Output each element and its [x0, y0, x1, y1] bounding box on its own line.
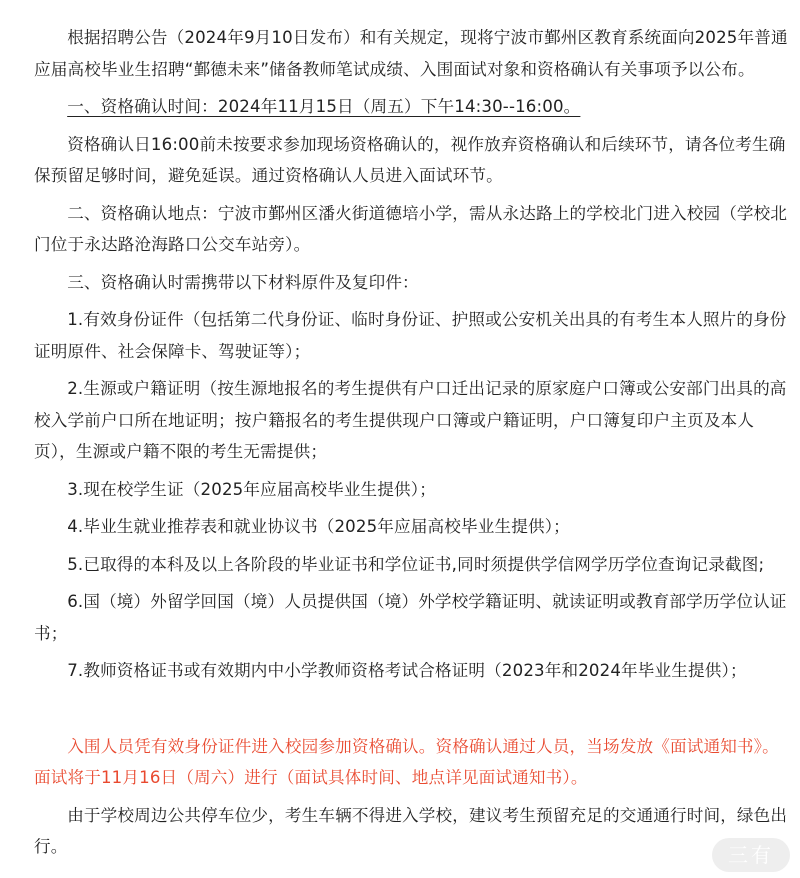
materials-title-paragraph: 三、资格确认时需携带以下材料原件及复印件： — [67, 272, 419, 292]
materials-item-4: 4.毕业生就业推荐表和就业协议书（2025年应届高校毕业生提供）； — [67, 517, 570, 536]
materials-item-2: 2.生源或户籍证明（按生源地报名的考生提供有户口迁出记录的原家庭户口簿或公安部门出具的高校入学前户口所在地证明；按户籍报名的考生提供现户口簿或户籍证明，户口簿复印户主页及本人页），生源或户籍不限的考生无需提供； — [34, 379, 787, 461]
materials-item-3: 3.现在校学生证（2025年应届高校毕业生提供）； — [67, 479, 436, 499]
watermark-badge: 三有 — [712, 838, 790, 872]
materials-item-5: 5.已取得的本科及以上各阶段的毕业证书和学位证书,同时须提供学信网学历学位查询记录截图; — [67, 554, 765, 574]
confirmation-location-paragraph: 二、资格确认地点：宁波市鄞州区潘火街道德培小学，需从永达路上的学校北门进入校园（学校北门位于永达路沧海路口公交车站旁）。 — [34, 203, 788, 254]
materials-item-1: 1.有效身份证件（包括第二代身份证、临时身份证、护照或公安机关出具的有考生本人照片的身份证明原件、社会保障卡、驾驶证等）； — [34, 310, 787, 361]
intro-paragraph: 根据招聘公告（2024年9月10日发布）和有关规定，现将宁波市鄞州区教育系统面向2025年普通应届高校毕业生招聘“鄞德未来”储备教师笔试成绩、入围面试对象和资格确认有关事项予以公布。 — [34, 28, 788, 79]
confirmation-time-paragraph — [34, 91, 788, 123]
confirmation-time-text: 一、资格确认时间：2024年11月15日（周五）下午14:30--16:00。 — [67, 97, 581, 116]
parking-notice-paragraph: 由于学校周边公共停车位少，考生车辆不得进入学校，建议考生预留充足的交通通行时间，绿色出行。 — [34, 805, 788, 856]
materials-item-7: 7.教师资格证书或有效期内中小学教师资格考试合格证明（2023年和2024年毕业生提供）； — [67, 661, 747, 680]
materials-item-6: 6.国（境）外留学回国（境）人员提供国（境）外学校学籍证明、就读证明或教育部学历学位认证书； — [34, 592, 787, 643]
paragraph-spacer — [34, 687, 788, 731]
interview-notice-paragraph: 入围人员凭有效身份证件进入校园参加资格确认。资格确认通过人员，当场发放《面试通知书》。面试将于11月16日（周六）进行（面试具体时间、地点详见面试通知书）。 — [34, 736, 779, 787]
confirmation-time-note-paragraph: 资格确认日16:00前未按要求参加现场资格确认的，视作放弃资格确认和后续环节，请各位考生确保预留足够时间，避免延误。通过资格确认人员进入面试环节。 — [34, 134, 786, 185]
